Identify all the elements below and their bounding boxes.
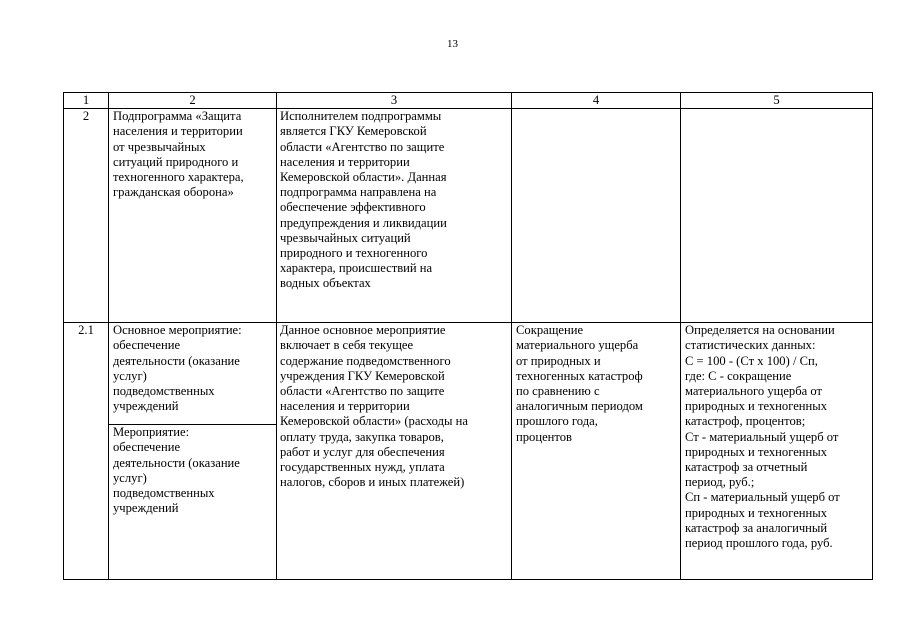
header-cell-1: 1 [64, 93, 109, 109]
table-row-subprogram [64, 109, 873, 323]
header-cell-3: 3 [277, 93, 512, 109]
table-header-row [64, 93, 873, 109]
page-number: 13 [447, 38, 458, 50]
subprogram-description-cell [277, 109, 512, 323]
empty-cell-5 [681, 109, 873, 323]
row-number: 2.1 [64, 323, 109, 580]
header-cell-4: 4 [512, 93, 681, 109]
empty-cell-4 [512, 109, 681, 323]
main-activity-cell [109, 323, 277, 425]
header-cell-5: 5 [681, 93, 873, 109]
subprogram-description: Исполнителем подпрограммы является ГКУ Кемеровской области «Агентство по защите населения и территории Кемеровской области». Данная подпрограмма направлена на обеспечение эффективного предупреждения и ликвидации чрезвычайных ситуаций природного и техногенного характера, происшествий на водных объектах [280, 109, 447, 291]
table-row-main-activity [64, 323, 873, 425]
subprogram-name: Подпрограмма «Защита населения и территории от чрезвычайных ситуаций природного и техногенного характера, гражданская оборона» [113, 109, 244, 200]
activity-cell [109, 425, 277, 580]
main-activity-name: Основное мероприятие: обеспечение деятельности (оказание услуг) подведомственных учреждений [113, 323, 242, 414]
activity-description: Данное основное мероприятие включает в себя текущее содержание подведомственного учреждения ГКУ Кемеровской области «Агентство по защите населения и территории Кемеровской области» (расходы на оплату труда, закупка товаров, работ и услуг для обеспечения государственных нужд, уплата налогов, сборов и иных платежей) [280, 323, 468, 490]
calculation-method: Определяется на основании статистических данных: С = 100 - (Ст x 100) / Сп, где: С - сокращение материального ущерба от природных и техногенных катастроф, процентов; Ст - материальный ущерб от природных и техногенных катастроф за отчетный период, руб.; Сп - материальный ущерб от природных и техногенных катастроф за аналогичный период прошлого года, руб. [685, 323, 840, 551]
subprogram-name-cell [109, 109, 277, 323]
row-number: 2 [64, 109, 109, 323]
calculation-method-cell [681, 323, 873, 580]
indicator-name: Сокращение материального ущерба от природных и техногенных катастроф по сравнению с аналогичным периодом прошлого года, процентов [516, 323, 643, 444]
activity-description-cell [277, 323, 512, 580]
header-cell-2: 2 [109, 93, 277, 109]
indicator-cell [512, 323, 681, 580]
program-table [63, 92, 873, 580]
activity-name: Мероприятие: обеспечение деятельности (оказание услуг) подведомственных учреждений [113, 425, 240, 516]
